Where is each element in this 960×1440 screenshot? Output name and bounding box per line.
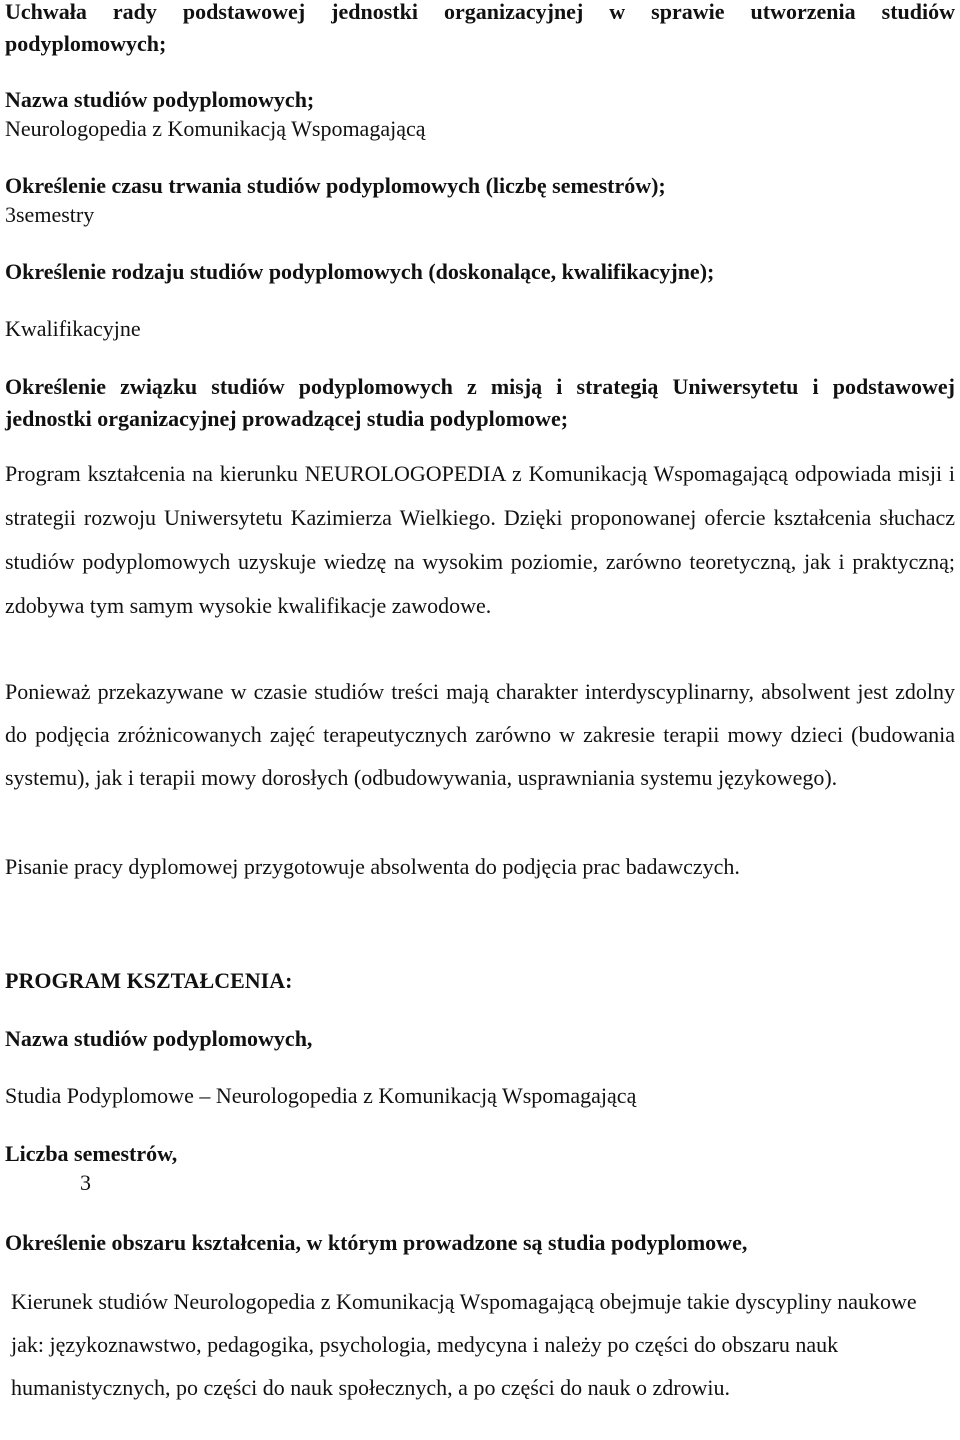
name-heading: Nazwa studiów podyplomowych; <box>5 87 315 112</box>
mission-paragraph-2: Ponieważ przekazywane w czasie studiów treści mają charakter interdyscyplinarny, absolwent jest zdolny do podjęcia zróżnicowanych zajęć terapeutycznych zarówno w zakresie terapii mowy dzieci (budowania systemu), jak i terapii mowy dorosłych (odbudowywania, usprawniania systemu językowego). <box>5 679 955 790</box>
type-value: Kwalifikacyjne <box>5 316 141 341</box>
semesters-heading: Liczba semestrów, <box>5 1141 178 1166</box>
program-heading: PROGRAM KSZTAŁCENIA: <box>5 968 293 993</box>
duration-value: 3semestry <box>5 202 95 227</box>
type-heading: Określenie rodzaju studiów podyplomowych (doskonalące, kwalifikacyjne); <box>5 259 715 284</box>
program-name-value: Studia Podyplomowe – Neurologopedia z Komunikacją Wspomagającą <box>5 1083 637 1108</box>
resolution-title: Uchwała rady podstawowej jednostki organizacyjnej w sprawie utworzenia studiów podyplomowych; <box>5 0 955 56</box>
duration-heading: Określenie czasu trwania studiów podyplomowych (liczbę semestrów); <box>5 173 666 198</box>
semesters-value: 3 <box>80 1170 91 1195</box>
area-heading: Określenie obszaru kształcenia, w którym prowadzone są studia podyplomowe, <box>5 1230 748 1255</box>
program-name-heading: Nazwa studiów podyplomowych, <box>5 1026 313 1051</box>
mission-heading: Określenie związku studiów podyplomowych z misją i strategią Uniwersytetu i podstawowej jednostki organizacyjnej prowadzącej studia podyplomowe; <box>5 374 955 431</box>
area-paragraph: Kierunek studiów Neurologopedia z Komunikacją Wspomagającą obejmuje takie dyscypliny naukowe jak: językoznawstwo, pedagogika, psychologia, medycyna i należy po części do obszaru nauk humanistycznych, po części do nauk społecznych, a po części do nauk o zdrowiu. <box>11 1289 917 1400</box>
mission-paragraph-1: Program kształcenia na kierunku NEUROLOGOPEDIA z Komunikacją Wspomagającą odpowiada misji i strategii rozwoju Uniwersytetu Kazimierza Wielkiego. Dzięki proponowanej ofercie kształcenia słuchacz studiów podyplomowych uzyskuje wiedzę na wysokim poziomie, zarówno teoretyczną, jak i praktyczną; zdobywa tym samym wysokie kwalifikacje zawodowe. <box>5 461 955 618</box>
name-value: Neurologopedia z Komunikacją Wspomagającą <box>5 116 426 141</box>
mission-paragraph-3: Pisanie pracy dyplomowej przygotowuje absolwenta do podjęcia prac badawczych. <box>5 854 740 879</box>
